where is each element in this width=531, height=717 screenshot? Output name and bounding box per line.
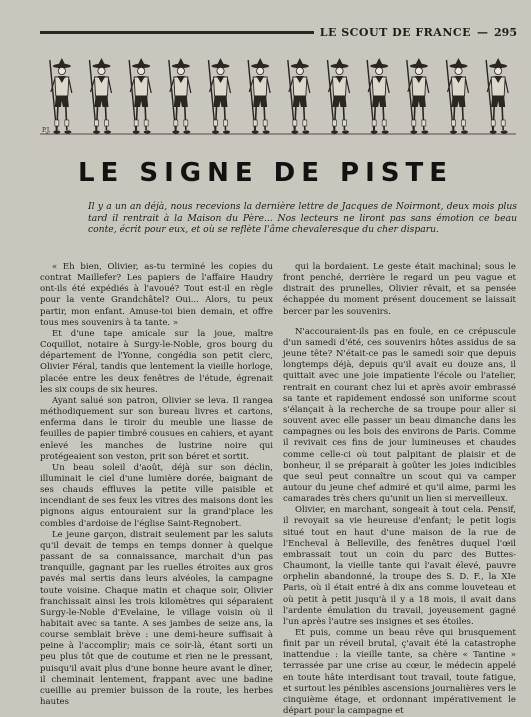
scout-figure: [447, 58, 469, 134]
paragraph: Et puis, comme un beau rêve qui brusquement finit par un réveil brutal, ç'avait été la catastrophe inattendue : la vieille tante, sa chère « Tantine » terrassée par une crise au cœur, le médecin appelé en toute hâte interdisant tout travail, toute fatigue, et surtout les pénibles ascensions journalières vers le cinquième étage, et ordonnant impérativement le départ pour la campagne et: [283, 628, 516, 717]
scout-figure: [248, 58, 270, 134]
scout-figure: [288, 58, 310, 134]
paragraph: « Eh bien, Olivier, as-tu terminé les copies du contrat Maillefer? Les papiers de l'affaire Haudry ont-ils été expédiés à l'avoué? Tout est-il en règle pour la vente Grandchâtel? Oui... Alors, tu peux partir, mon enfant. Amuse-toi bien demain, et offre tous mes souvenirs à ta tante. »: [40, 262, 273, 328]
paragraph: N'accouraient-ils pas en foule, en ce crépuscule d'un samedi d'été, ces souvenirs hôtes assidus de sa jeune tête? N'était-ce pas le samedi soir que depuis longtemps déjà, depuis qu'il avait eu douze ans, il quittait avec une joie impatiente l'école ou l'atelier, rentrait en courant chez lui et après avoir embrassé sa tante et rapidement endossé son uniforme scout s'élançait à la recherche de sa troupe pour aller si souvent avec elle passer un beau dimanche dans les campagnes ou les bois des environs de Paris. Comme il revivait ces fins de jour lumineuses et chaudes comme celle-ci où tout palpitant de plaisir et de bonheur, il se préparait à goûter les joies indicibles que seul peut connaître un scout qui va camper autour du jeune chef admiré et qu'il aime, parmi les camarades très chers qu'unit un lien si merveilleux.: [283, 326, 516, 505]
scout-figure: [129, 58, 151, 134]
paragraph: Olivier, en marchant, songeait à tout cela. Pensif, il revoyait sa vie heureuse d'enfant; le petit logis situé tout en haut d'une maison de la rue de l'Encheval à Belleville, des fenêtres duquel l'œil embrassait tout un coin du parc des Buttes-Chaumont, la vieille tante qui l'avait élevé, pauvre orphelin abandonné, la troupe des S. D. F., la XIe Paris, où il était entré à dix ans comme louveteau et où petit à petit jusqu'à il y a 18 mois, il avait dans l'ardente émulation du travail, joyeusement gagné l'un après l'autre ses insignes et ses étoiles.: [283, 505, 516, 627]
header-separator: —: [477, 25, 489, 39]
article-title: LE SIGNE DE PISTE: [77, 158, 454, 188]
magazine-name: LE SCOUT DE FRANCE: [319, 25, 472, 39]
scout-figure: [50, 58, 72, 134]
header-rule: [40, 31, 314, 34]
scout-figure: [407, 58, 429, 134]
paragraph: qui la bordaient. Le geste était machinal; sous le front penché, derrière le regard un peu vague et distrait des prunelles, Olivier rêvait, et sa pensée échappée du moment présent doucement se laissait bercer par les souvenirs.: [283, 262, 516, 317]
paragraph: Un beau soleil d'août, déjà sur son déclin, illuminait le ciel d'une lumière dorée, baignant de ses chauds effluves la petite ville paisible et incendiant de ses feux les vitres des maisons dont les pignons aigus entouraient sur la grand'place les combles d'ardoise de l'église Saint-Regnobert.: [40, 462, 273, 529]
page-number: 295: [494, 25, 517, 39]
left-column: [40, 262, 273, 708]
scout-figure: [209, 58, 231, 134]
paragraph: Ayant salué son patron, Olivier se leva. Il rangea méthodiquement sur son bureau livres et cartons, enferma dans le tiroir du meuble une liasse de feuilles de papier timbré cousues en cahiers, et ayant enlevé les manches de lustrine noire qui protégeaient son veston, prit son béret et sortit.: [40, 395, 273, 462]
scout-figure: [328, 58, 350, 134]
scouts-frieze-illustration: [40, 50, 516, 140]
page-header: [40, 24, 517, 40]
scout-figures: [50, 58, 508, 134]
paragraph: Et d'une tape amicale sur la joue, maître Coquillot, notaire à Surgy-le-Noble, gros bourg du département de l'Yonne, congédia son petit clerc, Olivier Féral, tandis que lentement la vieille horloge, placée entre les deux fenêtres de l'étude, égrenait les six coups de six heures.: [40, 328, 273, 395]
scout-figure: [486, 58, 508, 134]
article-intro: Il y a un an déjà, nous recevions la dernière lettre de Jacques de Noirmont, deux mois plus tard il rentrait à la Maison du Père... Nos lecteurs ne liront pas sans émotion ce beau conte, écrit pour eux, et où se reflète l'âme chevaleresque du cher disparu.: [88, 201, 517, 235]
paragraph: Le jeune garçon, distrait seulement par les saluts qu'il devait de temps en temps donner à quelque passant de sa connaissance, marchait d'un pas tranquille, gagnant par les ruelles étroites aux gros pavés mal sertis dans leurs alvéoles, la campagne toute voisine. Chaque matin et chaque soir, Olivier franchissait ainsi les trois kilomètres qui séparaient Surgy-le-Noble d'Evelaine, le village voisin où il habitait avec sa tante. A ses jambes de seize ans, la course semblait brève : une demi-heure suffisait à peine à l'accomplir; mais ce soir-là, étant sorti un peu plus tôt que de coutume et rien ne le pressant, puisqu'il avait plus d'une bonne heure avant le dîner, il cheminait lentement, frappant avec une badine cueillie au premier buisson de la route, les herbes hautes: [40, 529, 273, 708]
scout-figure: [90, 58, 112, 134]
artist-signature: P.J.: [42, 127, 51, 134]
scout-figure: [367, 58, 389, 134]
right-column: [283, 262, 516, 717]
scout-figure: [169, 58, 191, 134]
article-body: [40, 262, 516, 717]
